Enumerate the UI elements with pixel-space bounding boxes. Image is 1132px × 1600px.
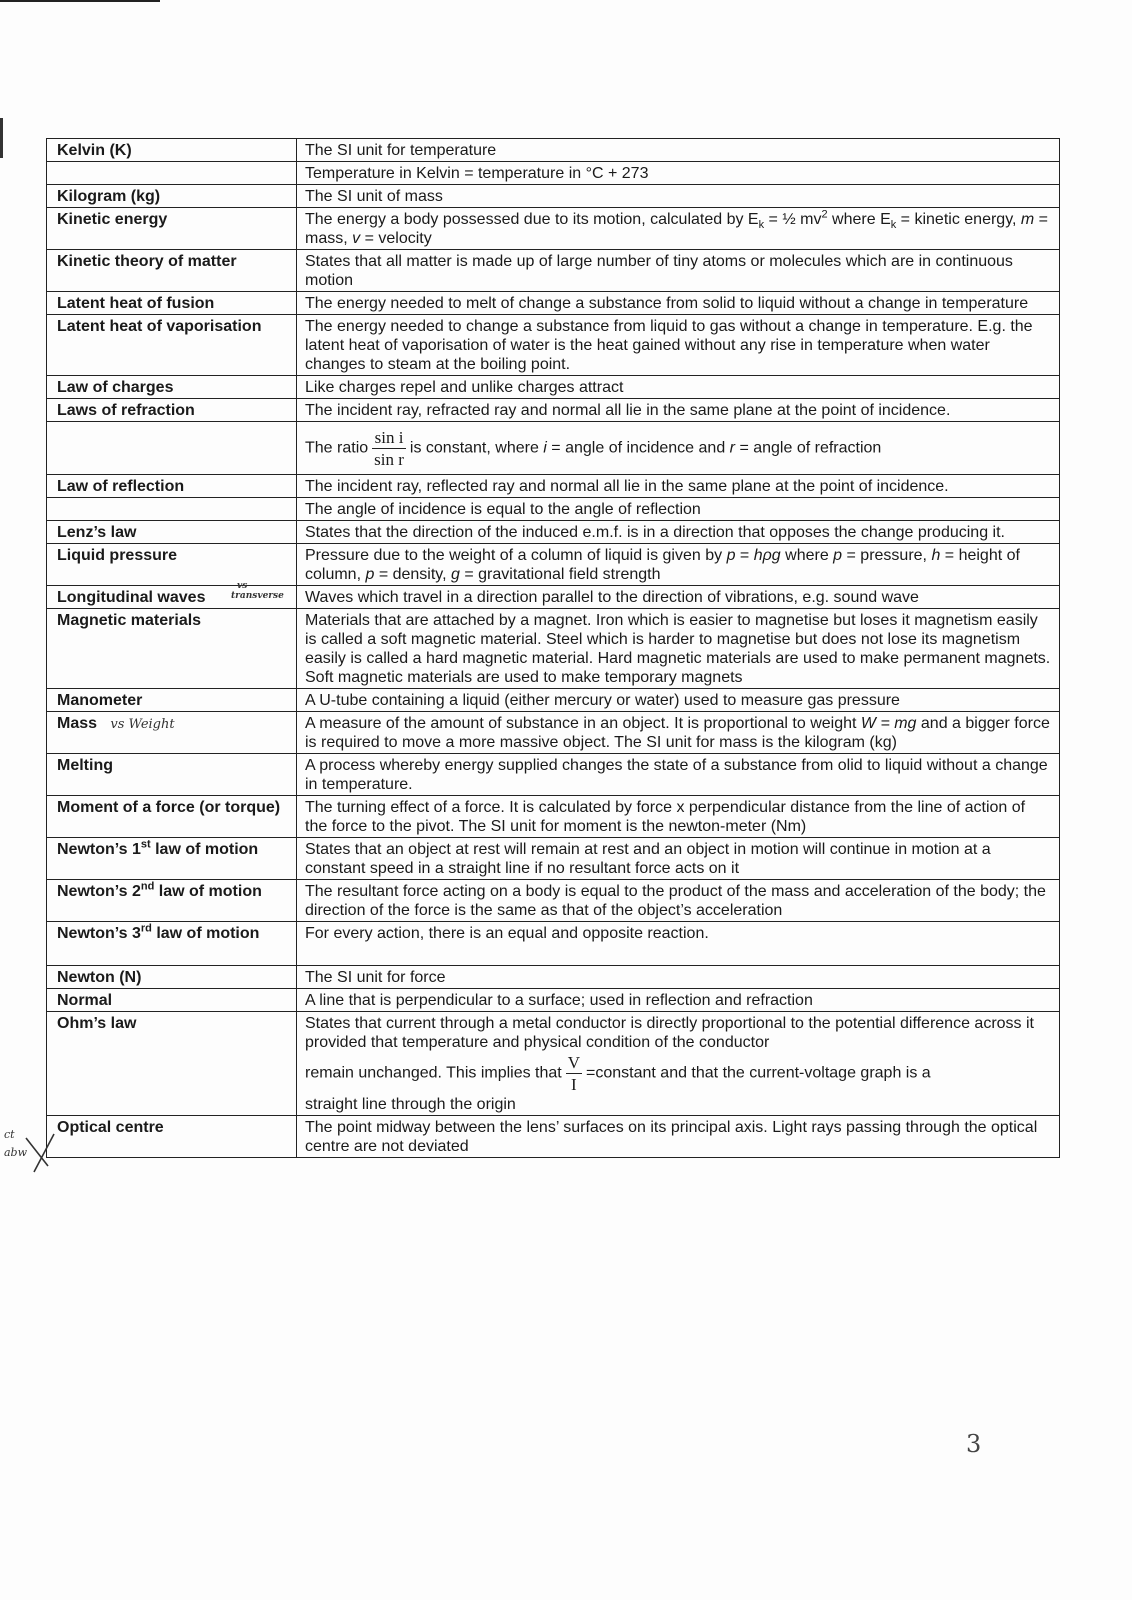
definition-cell: The SI unit for temperature	[297, 139, 1060, 162]
definition-cell: Waves which travel in a direction parallel to the direction of vibrations, e.g. sound wave	[297, 586, 1060, 609]
definition-cell: The point midway between the lens’ surfaces on its principal axis. Light rays passing through the optical centre are not deviated	[297, 1116, 1060, 1158]
term-cell: Latent heat of fusion	[47, 292, 297, 315]
term-cell: Normal	[47, 989, 297, 1012]
definition-cell: The SI unit for force	[297, 966, 1060, 989]
term-cell: Melting	[47, 754, 297, 796]
table-row	[47, 989, 1060, 1012]
definition-cell: The ratio $\frac{\text{sin i}}{\text{sin r}}$ is constant, where i = angle of incidence and r = angle of refraction	[297, 422, 1060, 475]
ohm-ratio-fraction: $\frac{V}{I}$	[567, 1053, 581, 1094]
term-cell: Longitudinal waves vs transverse	[47, 586, 297, 609]
table-row	[47, 521, 1060, 544]
table-row	[47, 376, 1060, 399]
term-cell: Laws of refraction	[47, 399, 297, 422]
term-cell: Newton’s 3rd law of motion	[47, 922, 297, 966]
definition-cell: A process whereby energy supplied changes the state of a substance from olid to liquid without a change in temperature.	[297, 754, 1060, 796]
term-cell: Lenz’s law	[47, 521, 297, 544]
definition-cell: Pressure due to the weight of a column of liquid is given by p = hρg where p = pressure, h = height of column, p = density, g = gravitational field strength	[297, 544, 1060, 586]
term-cell-empty	[47, 498, 297, 521]
table-row	[47, 544, 1060, 586]
term-cell: Kinetic theory of matter	[47, 250, 297, 292]
definition-cell: States that current through a metal conductor is directly proportional to the potential difference across it provided that temperature and physical condition of the conductor remain unchanged. This implies that $\frac{V}{I}$ =constant and that the current-voltage graph is a straight line through the origin	[297, 1012, 1060, 1116]
table-row	[47, 208, 1060, 250]
table-row	[47, 1116, 1060, 1158]
definition-cell: A U-tube containing a liquid (either mercury or water) used to measure gas pressure	[297, 689, 1060, 712]
term-cell: Latent heat of vaporisation	[47, 315, 297, 376]
term-cell: Optical centre	[47, 1116, 297, 1158]
handwritten-transverse-annotation: transverse	[231, 591, 284, 601]
table-row	[47, 315, 1060, 376]
definition-cell: The incident ray, refracted ray and normal all lie in the same plane at the point of incidence.	[297, 399, 1060, 422]
term-cell: Manometer	[47, 689, 297, 712]
term-cell: Liquid pressure	[47, 544, 297, 586]
handwritten-margin-note: ct abw	[4, 1128, 28, 1159]
handwritten-vs-weight-annotation: vs Weight	[110, 717, 175, 732]
term-cell: Kinetic energy	[47, 208, 297, 250]
table-row	[47, 880, 1060, 922]
term-cell: Ohm’s law	[47, 1012, 297, 1116]
scan-edge-mark	[0, 0, 160, 2]
table-row	[47, 399, 1060, 422]
table-row	[47, 796, 1060, 838]
definition-cell: The angle of incidence is equal to the angle of reflection	[297, 498, 1060, 521]
table-row	[47, 838, 1060, 880]
definition-cell: The energy needed to melt of change a substance from solid to liquid without a change in temperature	[297, 292, 1060, 315]
snell-ratio-fraction: $\frac{\text{sin i}}{\text{sin r}}$	[374, 428, 404, 469]
scan-side-mark	[0, 118, 3, 158]
table-row	[47, 609, 1060, 689]
table-row	[47, 1012, 1060, 1116]
handwritten-vs-annotation: vs	[237, 581, 248, 591]
glossary-table	[46, 138, 1060, 1158]
term-cell-empty	[47, 422, 297, 475]
table-row	[47, 689, 1060, 712]
table-row	[47, 712, 1060, 754]
table-row	[47, 162, 1060, 185]
definition-cell: Like charges repel and unlike charges attract	[297, 376, 1060, 399]
definition-cell: States that an object at rest will remain at rest and an object in motion will continue in motion at a constant speed in a straight line if no resultant force acts on it	[297, 838, 1060, 880]
term-cell: Newton’s 2nd law of motion	[47, 880, 297, 922]
definition-cell: States that the direction of the induced e.m.f. is in a direction that opposes the change producing it.	[297, 521, 1060, 544]
definition-cell: The SI unit of mass	[297, 185, 1060, 208]
table-row	[47, 754, 1060, 796]
definition-cell: A measure of the amount of substance in an object. It is proportional to weight W = mg and a bigger force is required to move a more massive object. The SI unit for mass is the kilogram (kg)	[297, 712, 1060, 754]
table-row	[47, 139, 1060, 162]
definition-cell: For every action, there is an equal and opposite reaction.	[297, 922, 1060, 966]
handwritten-cross-mark	[24, 1132, 64, 1174]
table-row	[47, 475, 1060, 498]
page-number: 3	[966, 1430, 982, 1458]
definition-cell: The resultant force acting on a body is equal to the product of the mass and acceleration of the body; the direction of the force is the same as that of the object’s acceleration	[297, 880, 1060, 922]
table-row	[47, 922, 1060, 966]
term-cell: Mass vs Weight	[47, 712, 297, 754]
table-row	[47, 250, 1060, 292]
table-row	[47, 586, 1060, 609]
table-row	[47, 498, 1060, 521]
table-row	[47, 422, 1060, 475]
term-cell: Law of charges	[47, 376, 297, 399]
table-row	[47, 966, 1060, 989]
term-cell: Newton’s 1st law of motion	[47, 838, 297, 880]
definition-cell: The turning effect of a force. It is calculated by force x perpendicular distance from the line of action of the force to the pivot. The SI unit for moment is the newton-meter (Nm)	[297, 796, 1060, 838]
term-cell: Magnetic materials	[47, 609, 297, 689]
definition-cell: Materials that are attached by a magnet. Iron which is easier to magnetise but loses it magnetism easily is called a soft magnetic material. Steel which is harder to magnetise but does not lose its magnetism easily is called a hard magnetic material. Hard magnetic materials are used to make permanent magnets. Soft magnetic materials are used to make temporary magnets	[297, 609, 1060, 689]
table-row	[47, 185, 1060, 208]
term-cell: Newton (N)	[47, 966, 297, 989]
term-cell-empty	[47, 162, 297, 185]
term-cell: Law of reflection	[47, 475, 297, 498]
definition-cell: Temperature in Kelvin = temperature in °C + 273	[297, 162, 1060, 185]
definition-cell: A line that is perpendicular to a surface; used in reflection and refraction	[297, 989, 1060, 1012]
table-row	[47, 292, 1060, 315]
definition-cell: The energy a body possessed due to its motion, calculated by $E_k$ = ½ $mv^2$ where $E_k$ = kinetic energy, m = mass, v = velocity	[297, 208, 1060, 250]
definition-cell: The energy needed to change a substance from liquid to gas without a change in temperature. E.g. the latent heat of vaporisation of water is the heat gained without any rise in temperature when water changes to steam at the boiling point.	[297, 315, 1060, 376]
definition-cell: The incident ray, reflected ray and normal all lie in the same plane at the point of incidence.	[297, 475, 1060, 498]
term-cell: Moment of a force (or torque)	[47, 796, 297, 838]
definition-cell: States that all matter is made up of large number of tiny atoms or molecules which are in continuous motion	[297, 250, 1060, 292]
term-cell: Kelvin (K)	[47, 139, 297, 162]
term-cell: Kilogram (kg)	[47, 185, 297, 208]
